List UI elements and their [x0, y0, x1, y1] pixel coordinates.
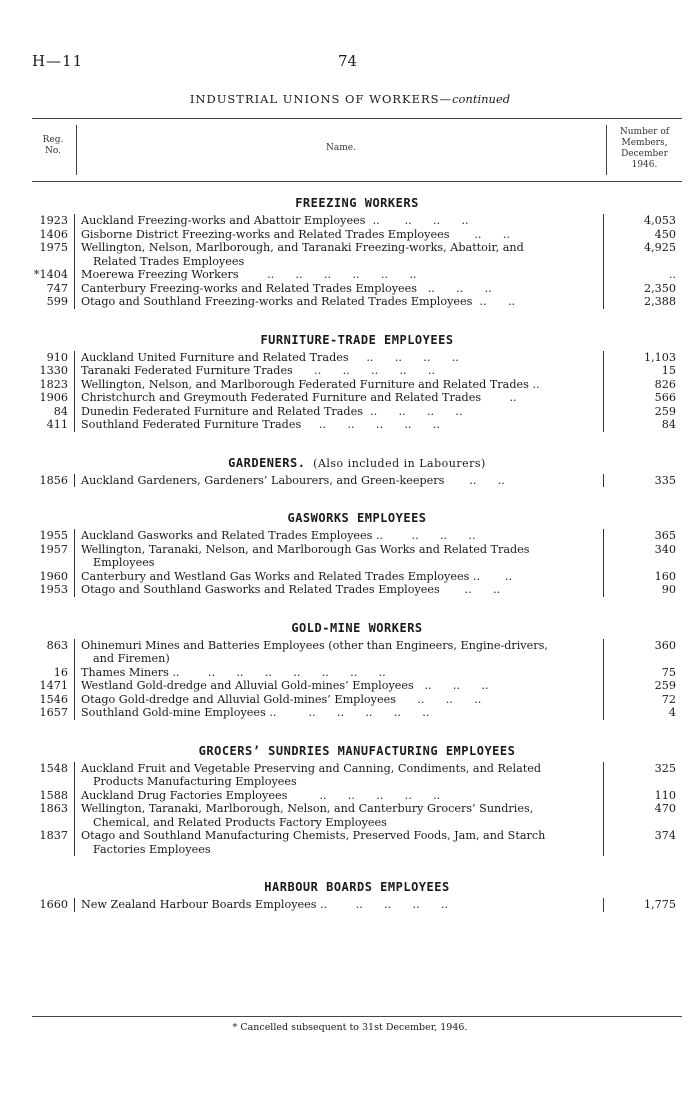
- table-row: [32, 268, 682, 282]
- reg-number: 1975: [39, 241, 68, 254]
- member-count: 84: [661, 418, 676, 431]
- reg-number: 1906: [39, 391, 68, 404]
- member-count: 15: [661, 364, 676, 377]
- table-row: [32, 679, 682, 693]
- union-name: Canterbury Freezing-works and Related Trades Employees .. .. ..: [74, 282, 604, 296]
- reg-number: 1923: [39, 214, 68, 227]
- section: [32, 456, 682, 488]
- member-count: 365: [654, 529, 676, 542]
- section: [32, 880, 682, 912]
- reg-number: 747: [46, 281, 68, 295]
- member-count: 1,775: [643, 898, 676, 911]
- member-count: 450: [654, 227, 676, 241]
- reg-number: 1953: [39, 583, 68, 596]
- reg-number: 1657: [39, 706, 68, 719]
- table-row: [32, 529, 682, 543]
- union-name: Moerewa Freezing Workers .. .. .. .. .. ..: [74, 268, 604, 282]
- footnote: * Cancelled subsequent to 31st December, 1946.: [232, 1022, 468, 1033]
- union-name: Taranaki Federated Furniture Trades .. .. .. .. ..: [74, 364, 604, 378]
- reg-number: 1548: [39, 761, 68, 775]
- table-row: [32, 405, 682, 419]
- member-count: 566: [654, 391, 676, 404]
- table-row: [32, 639, 682, 666]
- table-row: [32, 829, 682, 856]
- member-count: 90: [661, 583, 676, 596]
- union-name: Wellington, Taranaki, Marlborough, Nelson, and Canterbury Grocers’ Sundries, Chemical, and Related Products Factory Employees: [74, 802, 604, 829]
- member-count: 2,350: [643, 281, 676, 295]
- table-row: [32, 418, 682, 432]
- table-row: [32, 570, 682, 584]
- section: [32, 196, 682, 309]
- reg-number: 1588: [39, 788, 68, 802]
- reg-number: 1960: [39, 569, 68, 583]
- member-count: 259: [654, 404, 676, 418]
- union-name: Gisborne District Freezing-works and Related Trades Employees .. ..: [74, 228, 604, 242]
- table-row: [32, 802, 682, 829]
- member-count: 335: [654, 473, 676, 487]
- section-note: (Also included in Labourers): [313, 456, 486, 470]
- table-row: [32, 282, 682, 296]
- union-name: Otago Gold-dredge and Alluvial Gold-mines’ Employees .. .. ..: [74, 693, 604, 707]
- reg-number: 411: [46, 418, 68, 431]
- table-row: [32, 543, 682, 570]
- union-name: Wellington, Taranaki, Nelson, and Marlborough Gas Works and Related Trades Employees: [74, 543, 604, 570]
- section-title: GOLD-MINE WORKERS: [291, 620, 423, 635]
- table-row: [32, 378, 682, 392]
- page-header: [0, 52, 700, 72]
- section-title: GROCERS’ SUNDRIES MANUFACTURING EMPLOYEES: [198, 743, 516, 758]
- reg-number: *1404: [33, 268, 68, 281]
- reg-number: 599: [46, 295, 68, 308]
- table-row: [32, 706, 682, 720]
- table-row: [32, 762, 682, 789]
- member-count: 360: [654, 638, 676, 652]
- section-title: HARBOUR BOARDS EMPLOYEES: [264, 880, 450, 894]
- union-name: New Zealand Harbour Boards Employees .. .. .. .. ..: [74, 898, 604, 912]
- member-count: 160: [654, 569, 676, 583]
- union-name: Auckland Freezing-works and Abattoir Employees .. .. .. ..: [74, 214, 604, 228]
- table-row: [32, 295, 682, 309]
- table-row: [32, 789, 682, 803]
- member-count: 4: [668, 706, 676, 719]
- section: [32, 511, 682, 597]
- union-name: Thames Miners .. .. .. .. .. .. .. ..: [74, 666, 604, 680]
- reg-number: 1856: [39, 473, 68, 487]
- section: [32, 744, 682, 857]
- title-main: INDUSTRIAL UNIONS OF WORKERS—: [189, 92, 453, 106]
- union-name: Southland Gold-mine Employees .. .. .. .. .. ..: [74, 706, 604, 720]
- union-name: Dunedin Federated Furniture and Related Trades .. .. .. ..: [74, 405, 604, 419]
- document-code: H—11: [32, 52, 84, 70]
- union-name: Otago and Southland Gasworks and Related Trades Employees .. ..: [74, 583, 604, 597]
- title-continued: continued: [452, 92, 511, 106]
- union-name: Christchurch and Greymouth Federated Furniture and Related Trades ..: [74, 391, 604, 405]
- union-name: Canterbury and Westland Gas Works and Related Trades Employees .. ..: [74, 570, 604, 584]
- union-name: Southland Federated Furniture Trades .. .. .. .. ..: [74, 418, 604, 432]
- table-row: [32, 351, 682, 365]
- union-name: Auckland United Furniture and Related Trades .. .. .. ..: [74, 351, 604, 365]
- table-row: [32, 474, 682, 488]
- member-count: 470: [654, 802, 676, 815]
- table-row: [32, 364, 682, 378]
- section-title: FURNITURE-TRADE EMPLOYEES: [260, 332, 454, 347]
- table-row: [32, 214, 682, 228]
- member-count: 1,103: [643, 350, 676, 364]
- reg-number: 1546: [39, 692, 68, 706]
- union-name: Auckland Gardeners, Gardeners’ Labourers, and Green-keepers .. ..: [74, 474, 604, 488]
- member-count: 340: [654, 542, 676, 556]
- table-row: [32, 666, 682, 680]
- page-title: [0, 92, 700, 106]
- reg-number: 863: [46, 638, 68, 652]
- table-row: [32, 693, 682, 707]
- union-name: Westland Gold-dredge and Alluvial Gold-mines’ Employees .. .. ..: [74, 679, 604, 693]
- reg-number: 1660: [39, 898, 68, 911]
- union-name: Auckland Gasworks and Related Trades Employees .. .. .. ..: [74, 529, 604, 543]
- union-name: Ohinemuri Mines and Batteries Employees (other than Engineers, Engine-drivers, and Firemen): [74, 639, 604, 666]
- member-count: 826: [654, 377, 676, 391]
- reg-number: 16: [53, 665, 68, 679]
- section-title: GARDENERS. (Also included in Labourers): [228, 455, 486, 470]
- member-count: ..: [668, 268, 676, 281]
- union-name: Auckland Fruit and Vegetable Preserving and Canning, Condiments, and Related Products Manufacturing Employees: [74, 762, 604, 789]
- union-name: Wellington, Nelson, Marlborough, and Taranaki Freezing-works, Abattoir, and Related Trades Employees: [74, 241, 604, 268]
- table-row: [32, 898, 682, 912]
- reg-number: 1823: [39, 377, 68, 391]
- column-header-members: Number of Members, December 1946.: [619, 127, 670, 170]
- reg-number: 910: [46, 350, 68, 364]
- member-count: 72: [661, 692, 676, 706]
- table-row: [32, 228, 682, 242]
- section: [32, 333, 682, 432]
- union-name: Wellington, Nelson, and Marlborough Federated Furniture and Related Trades ..: [74, 378, 604, 392]
- reg-number: 1406: [39, 227, 68, 241]
- column-header-name: Name.: [326, 143, 356, 153]
- member-count: 4,053: [643, 214, 676, 227]
- table-row: [32, 583, 682, 597]
- reg-number: 1957: [39, 542, 68, 556]
- column-header-reg: Reg. No.: [42, 135, 64, 156]
- section: [32, 621, 682, 720]
- union-name: Auckland Drug Factories Employees .. .. .. .. ..: [74, 789, 604, 803]
- member-count: 4,925: [643, 241, 676, 254]
- member-count: 110: [654, 788, 676, 802]
- section-title: GASWORKS EMPLOYEES: [287, 511, 427, 525]
- reg-number: 84: [53, 404, 68, 418]
- member-count: 325: [654, 761, 676, 775]
- reg-number: 1863: [39, 802, 68, 815]
- column-headers: [32, 118, 682, 182]
- member-count: 75: [661, 665, 676, 679]
- reg-number: 1330: [39, 364, 68, 377]
- reg-number: 1471: [39, 679, 68, 692]
- reg-number: 1837: [39, 829, 68, 842]
- union-name: Otago and Southland Freezing-works and Related Trades Employees .. ..: [74, 295, 604, 309]
- union-table: [32, 196, 682, 936]
- table-row: [32, 391, 682, 405]
- table-row: [32, 241, 682, 268]
- page-number: 74: [338, 52, 358, 70]
- member-count: 374: [654, 829, 676, 842]
- union-name: Otago and Southland Manufacturing Chemists, Preserved Foods, Jam, and Starch Factories Employees: [74, 829, 604, 856]
- member-count: 259: [654, 679, 676, 692]
- reg-number: 1955: [39, 529, 68, 542]
- member-count: 2,388: [643, 295, 676, 308]
- section-title: FREEZING WORKERS: [295, 196, 419, 210]
